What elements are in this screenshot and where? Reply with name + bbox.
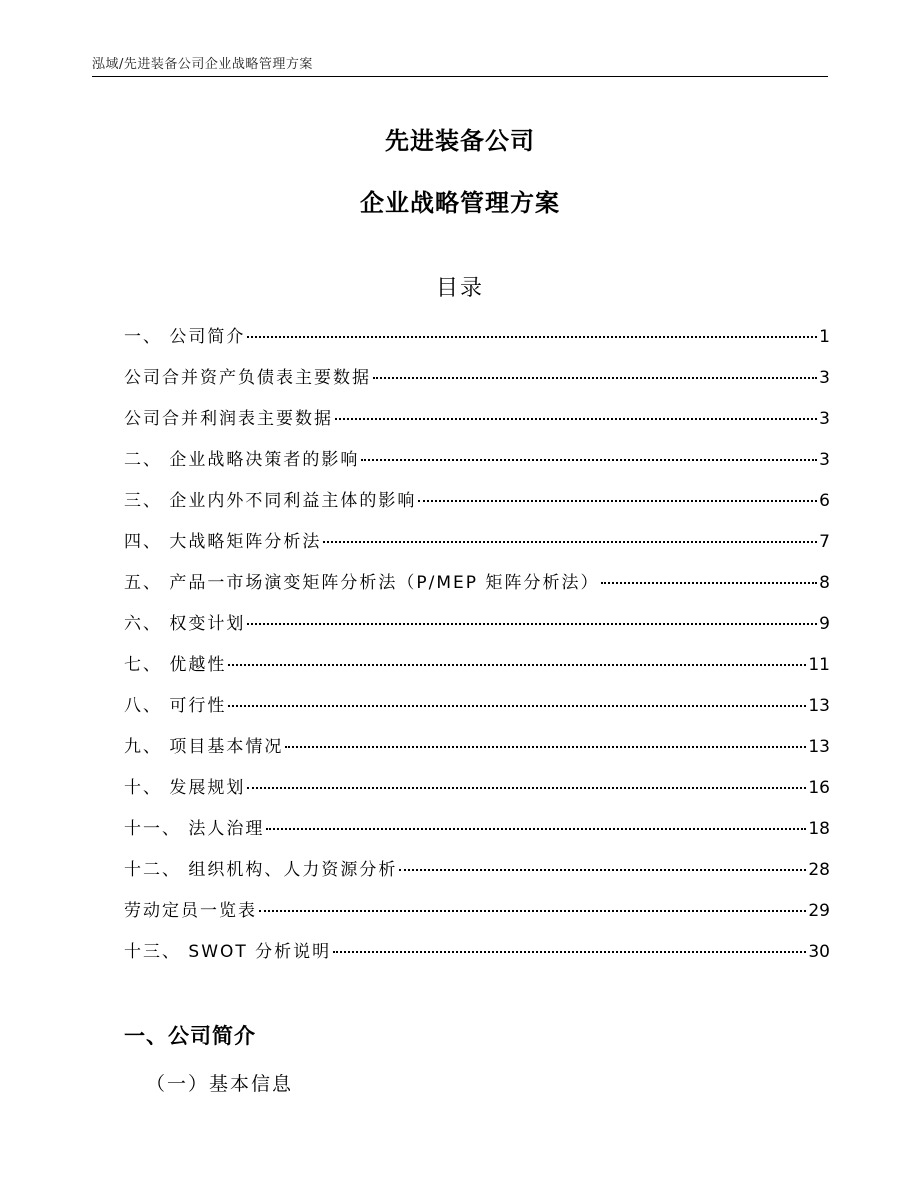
toc-entry-label: 十二、 组织机构、人力资源分析 (124, 860, 398, 880)
toc-leader-dots (247, 336, 817, 338)
toc-entry-label: 八、 可行性 (124, 696, 227, 716)
toc-entry-label: 三、 企业内外不同利益主体的影响 (124, 491, 417, 511)
toc-entry-label: 二、 企业战略决策者的影响 (124, 450, 360, 470)
toc-entry-page: 30 (808, 942, 830, 962)
sub-heading: （一）基本信息 (146, 1073, 294, 1095)
toc-leader-dots (259, 910, 806, 912)
running-header: 泓域/先进装备公司企业战略管理方案 (92, 57, 313, 72)
toc-entry-label: 十三、 SWOT 分析说明 (124, 942, 332, 962)
header-rule (92, 76, 828, 77)
toc-entry-label: 六、 权变计划 (124, 614, 246, 634)
toc-entry[interactable] (124, 691, 830, 732)
toc-entry-page: 13 (808, 737, 830, 757)
toc-entry[interactable] (124, 855, 830, 896)
toc-entry[interactable] (124, 896, 830, 937)
toc-leader-dots (228, 664, 806, 666)
toc-leader-dots (418, 500, 817, 502)
toc-leader-dots (601, 582, 817, 584)
toc-entry-page: 1 (819, 327, 830, 347)
toc-entry-page: 3 (819, 450, 830, 470)
toc-heading: 目录 (435, 276, 484, 301)
toc-entry-label: 一、 公司简介 (124, 327, 246, 347)
toc-leader-dots (266, 828, 806, 830)
toc-entry-page: 3 (819, 409, 830, 429)
toc-leader-dots (323, 541, 817, 543)
toc-entry-page: 9 (819, 614, 830, 634)
toc-entry-page: 13 (808, 696, 830, 716)
toc-entry-page: 29 (808, 901, 830, 921)
toc-entry[interactable] (124, 937, 830, 978)
toc-entry[interactable] (124, 609, 830, 650)
toc-entry-page: 3 (819, 368, 830, 388)
toc-leader-dots (335, 418, 817, 420)
toc-entry-label: 十一、 法人治理 (124, 819, 265, 839)
toc-entry[interactable] (124, 486, 830, 527)
toc-entry[interactable] (124, 322, 830, 363)
toc-entry-label: 九、 项目基本情况 (124, 737, 284, 757)
toc-leader-dots (247, 787, 806, 789)
table-of-contents (124, 322, 830, 978)
toc-entry-page: 6 (819, 491, 830, 511)
toc-leader-dots (373, 377, 817, 379)
toc-entry-label: 公司合并利润表主要数据 (124, 409, 333, 429)
toc-entry[interactable] (124, 814, 830, 855)
toc-entry[interactable] (124, 732, 830, 773)
toc-entry[interactable] (124, 445, 830, 486)
toc-entry-label: 七、 优越性 (124, 655, 227, 675)
toc-entry[interactable] (124, 404, 830, 445)
toc-leader-dots (228, 705, 806, 707)
toc-entry-label: 四、 大战略矩阵分析法 (124, 532, 322, 552)
toc-entry[interactable] (124, 650, 830, 691)
toc-entry-page: 8 (819, 573, 830, 593)
toc-entry-page: 18 (808, 819, 830, 839)
toc-entry-label: 公司合并资产负债表主要数据 (124, 368, 371, 388)
toc-entry-label: 五、 产品一市场演变矩阵分析法（P/MEP 矩阵分析法） (124, 573, 600, 593)
document-title-plan: 企业战略管理方案 (360, 189, 560, 217)
toc-leader-dots (361, 459, 817, 461)
toc-entry[interactable] (124, 363, 830, 404)
toc-entry-page: 16 (808, 778, 830, 798)
toc-entry-label: 十、 发展规划 (124, 778, 246, 798)
toc-entry-page: 7 (819, 532, 830, 552)
toc-entry[interactable] (124, 568, 830, 609)
toc-leader-dots (333, 951, 806, 953)
toc-leader-dots (285, 746, 806, 748)
toc-entry-page: 28 (808, 860, 830, 880)
document-title-company: 先进装备公司 (385, 127, 535, 155)
toc-entry-label: 劳动定员一览表 (124, 901, 257, 921)
toc-leader-dots (399, 869, 806, 871)
toc-entry-page: 11 (808, 655, 830, 675)
toc-entry[interactable] (124, 773, 830, 814)
toc-leader-dots (247, 623, 817, 625)
toc-entry[interactable] (124, 527, 830, 568)
section-heading: 一、公司简介 (124, 1024, 256, 1048)
